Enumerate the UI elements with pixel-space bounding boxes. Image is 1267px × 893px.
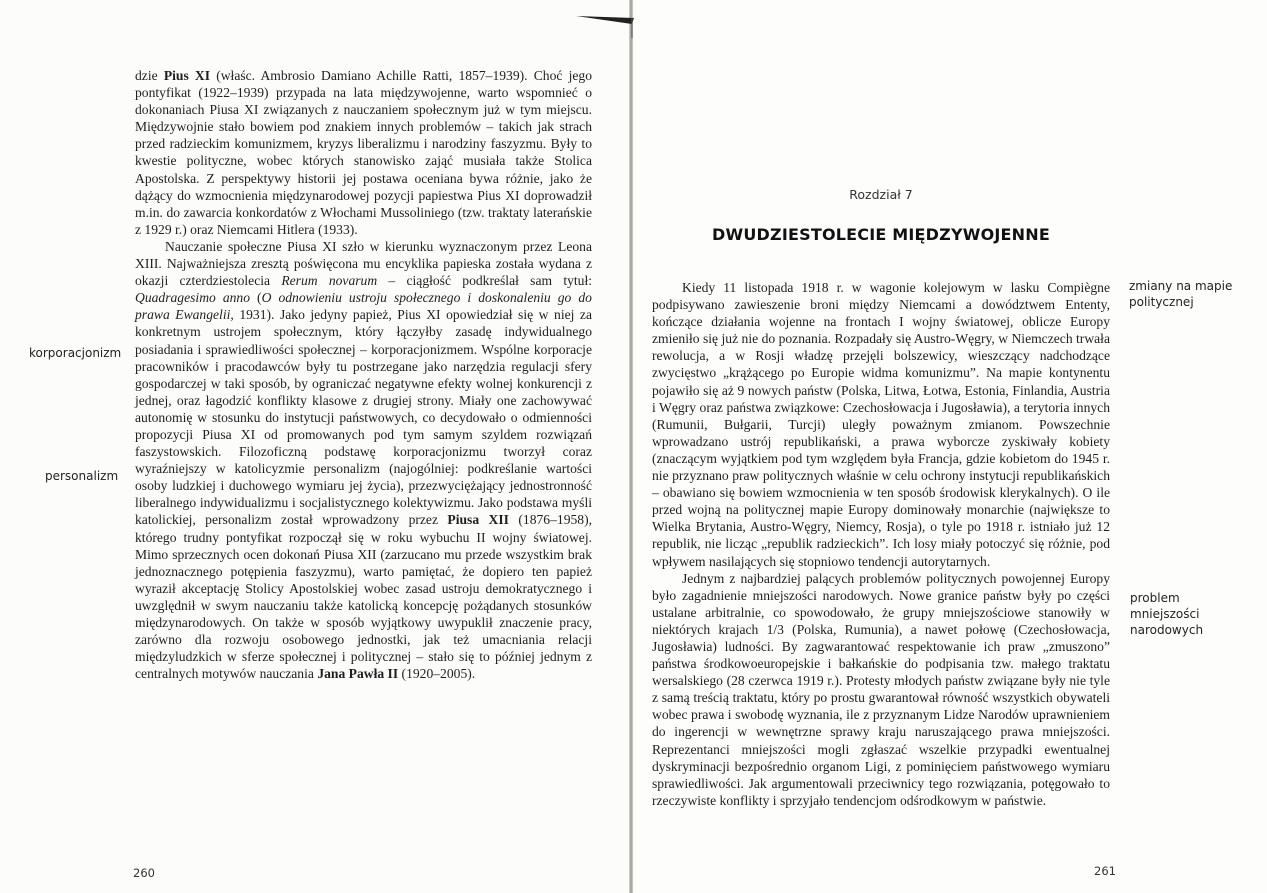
text-run: ( xyxy=(250,290,262,306)
margin-note-zmiany-na-mapie: zmiany na mapie politycznej xyxy=(1129,279,1233,309)
right-paragraph-2: Jednym z najbardziej palących problemów politycznych powojennej Europy było zagadnienie mniejszości narodowych. Nowe granice państw były po części ustalane arbitralnie, co spowodowało, że grupy mniejszościowe stanowiły w niektórych krajach 1/3 (Polska, Rumunia), a nawet połowę (Czechosłowacja, Jugosławia) ludności. By zagwarantować respektowanie ich praw „zmuszono” państwa środkowoeuropejskie i bałkańskie do podpisania tzw. małego traktatu wersalskiego (28 czerwca 1919 r.). Protesty młodych państw związane były nie tyle z samą treścią traktatu, który po prostu gwarantował równość wszystkich obywateli wobec prawa i swobodę wyznania, ile z przyznanym Lidze Narodów uprawnieniem do ingerencji w wewnętrzne sprawy kraju naruszającego prawa mniejszości. Reprezentanci mniejszości mogli zgłaszać wszelkie przypadki ewentualnej dyskryminacji bezpośrednio organom Ligi, z pominięciem państwowego wymiaru sprawiedliwości. Jak argumentowali przeciwnicy tego rozwiązania, potęgowało to rzeczywiste konflikty i sprzyjało tendencjom odśrodkowym w państwie. xyxy=(652,570,1110,808)
right-paragraph-1: Kiedy 11 listopada 1918 r. w wagonie kolejowym w lasku Compiègne podpisywano zawieszenie broni między Niemcami a dowództwem Ententy, kończące działania wojenne na frontach I wojny światowej, oblicze Europy zmieniło się już nie do poznania. Rozpadały się Austro-Węgry, w Niemczech trwała rewolucja, a w Rosji władzę przejęli bolszewicy, wieszczący nadchodzące zwycięstwo „krążącego po Europie widma komunizmu”. Na mapie kontynentu pojawiło się aż 9 nowych państw (Polska, Litwa, Łotwa, Estonia, Finlandia, Austria i Węgry oraz państwa związkowe: Czechosłowacja i Jugosławia), a terytoria innych (Rumunii, Bułgarii, Turcji) uległy poważnym zmianom. Powszechnie wprowadzano ustrój republikański, a prawa wyborcze zyskiwały kobiety (znaczącym wyjątkiem pod tym względem była Francja, gdzie kobietom do 1945 r. nie przyznano praw politycznych właśnie w celu ochrony instytucji republikańskich – obawiano się bowiem wzmocnienia w ten sposób środowisk klerykalnych). O ile przed wojną na politycznej mapie Europy dominowały monarchie (największe to Wielka Brytania, Austro-Węgry, Niemcy, Rosja), o tyle po 1918 r. istniało już 12 republik, nie licząc „republik radzieckich”. Ich losy miały potoczyć się różnie, pod wpływem nasilających się stopniowo tendencji autorytarnych. xyxy=(652,280,1110,569)
margin-note-problem-mniejszosci: problem mniejszości narodowych xyxy=(1130,591,1204,637)
text-run: (1920–2005). xyxy=(398,666,476,682)
bold-name-pius-xi: Pius XI xyxy=(163,68,211,83)
text-run: dzie xyxy=(135,68,164,83)
right-page-body xyxy=(652,279,1110,809)
chapter-label: Rozdział 7 xyxy=(849,187,913,202)
left-page-body xyxy=(135,67,592,682)
page-number-left: 260 xyxy=(133,866,155,880)
bold-name-pius-xii: Piusa XII xyxy=(447,512,509,528)
text-run: – ciągłość podkreślał sam tytuł: xyxy=(377,273,593,289)
italic-title-rerum-novarum: Rerum novarum xyxy=(281,273,378,289)
fold-marker-icon xyxy=(576,14,636,38)
text-run: Nauczanie społeczne Piusa XI szło w kierunku wyznaczonym przez Leona XIII. Najważniejsza zresztą poświęcona mu encyklika papieska została wydana z okazji czterdziestolecia xyxy=(135,238,592,289)
margin-note-korporacjonizm: korporacjonizm xyxy=(29,346,122,360)
left-paragraph-1 xyxy=(135,67,592,238)
italic-title-subtitle: O odnowieniu ustroju społecznego i doskonaleniu go do prawa Ewangelii xyxy=(135,290,592,323)
chapter-title: DWUDZIESTOLECIE MIĘDZYWOJENNE xyxy=(712,225,1050,244)
margin-note-personalizm: personalizm xyxy=(45,469,119,483)
text-run: (1876–1958), którego trudny pontyfikat rozpoczął się w roku wybuchu II wojny światowej. Mimo sprzecznych ocen dokonań Piusa XII (zarzucano mu przede wszystkim brak jednoznacznego potępienia faszyzmu), warto pamiętać, że dopiero ten papież wyraził akceptację Stolicy Apostolskiej wobec zasad ustroju demokratycznego i uwzględnił w swym nauczaniu także katolicką koncepcję pożądanych stosunków międzynarodowych. On także w sposób wyjątkowy uwypuklił znaczenie pracy, zarówno dla rozwoju osobowego jednostki, jak też umacniania relacji międzyludzkich w sferze społecznej i politycznej – stało się to później jednym z centralnych motywów nauczania xyxy=(135,512,593,682)
book-gutter xyxy=(629,0,633,893)
left-paragraph-2 xyxy=(135,238,592,682)
page-number-right: 261 xyxy=(1094,864,1116,878)
italic-title-quadragesimo-anno: Quadragesimo anno xyxy=(135,290,251,306)
text-run: , 1931). Jako jedyny papież, Pius XI opowiedział się w niej za konkretnym ustrojem społecznym, który łączyłby zasadę indywidualnego posiadania i sprawiedliwości społecznej – korporacjonizmem. Wspólne korporacje pracowników i pracodawców były tu postrzegane jako narzędzia regulacji sfery gospodarczej w taki sposób, by ograniczać negatywne efekty wolnej konkurencji z jednej, oraz łagodzić konflikty klasowe z drugiej strony. Miały one zachowywać autonomię w stosunku do instytucji państwowych, co decydowało o odmienności propozycji Piusa XI od promowanych pod tym samym szyldem rozwiązań faszystowskich. Filozoficzną podstawę korporacjonizmu tworzył coraz wyraźniejszy w katolicyzmie personalizm (najogólniej: podkreślanie wartości osoby ludzkiej i duchowego wymiaru jej życia), przezwyciężający jednostronność liberalnego indywidualizmu i socjalistycznego kolektywizmu. Jako podstawa myśli katolickiej, personalizm został wprowadzony przez xyxy=(135,307,592,528)
bold-name-jan-pawel-ii: Jana Pawła II xyxy=(317,666,399,682)
text-run: (właśc. Ambrosio Damiano Achille Ratti, 1857–1939). Choć jego pontyfikat (1922–1939) przypada na lata międzywojenne, warto wspomnieć o dokonaniach Piusa XI związanych z nauczaniem społecznym już w tym miejscu. Międzywojnie stało bowiem pod znakiem innych problemów – takich jak strach przed radzieckim komunizmem, kryzys liberalizmu i narodziny faszyzmu. Były to kwestie polityczne, wobec których stanowisko zająć musiała także Stolica Apostolska. Z perspektywy historii jej postawa oceniana bywa różnie, jako że dążący do wzmocnienia międzynarodowej pozycji papiestwa Pius XI doprowadził m.in. do zawarcia konkordatów z Włochami Mussoliniego (tzw. traktaty laterańskie z 1929 r.) oraz Niemcami Hitlera (1933). xyxy=(135,68,592,237)
